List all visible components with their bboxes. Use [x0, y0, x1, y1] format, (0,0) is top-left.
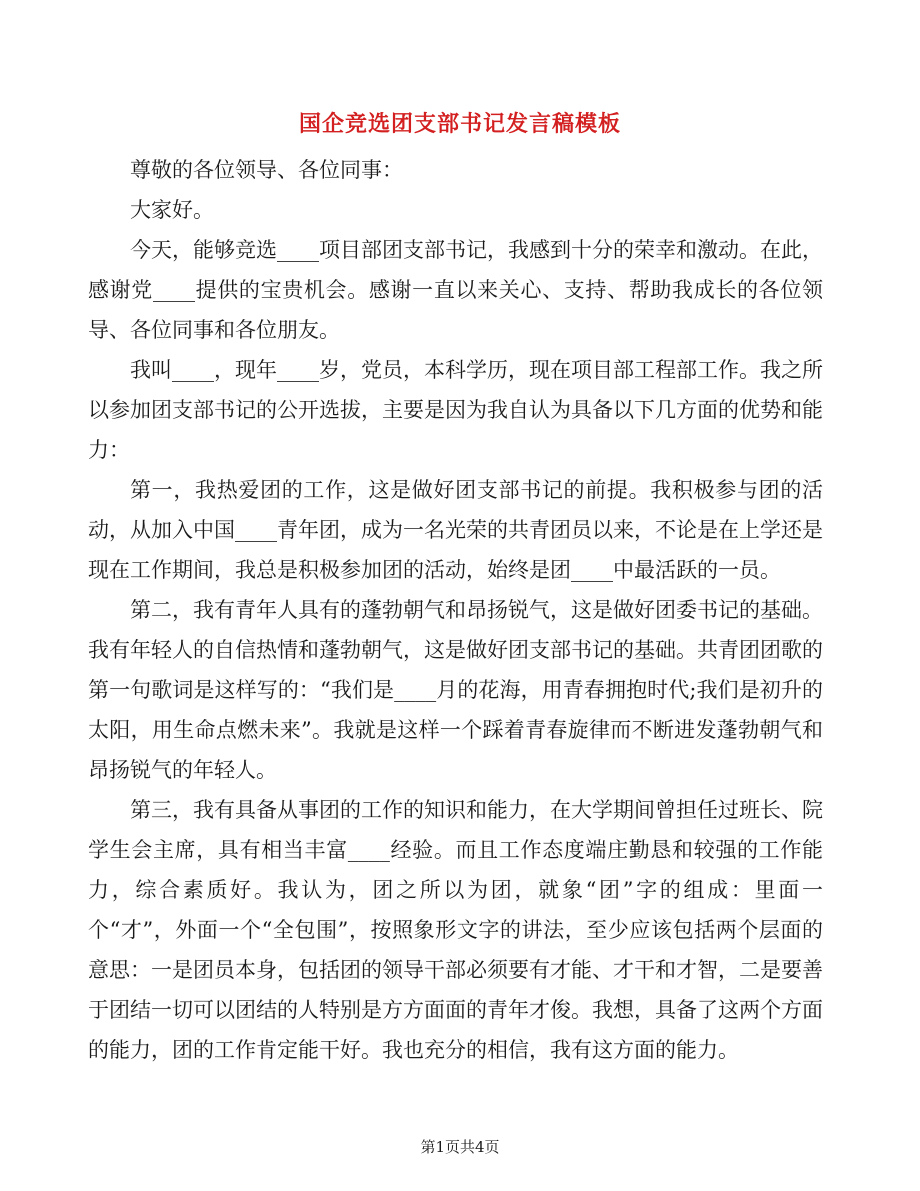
document-body	[88, 150, 823, 1070]
salutation-paragraph: 尊敬的各位领导、各位同事：	[130, 158, 403, 182]
document-title: 国企竞选团支部书记发言稿模板	[298, 111, 621, 137]
intro-paragraph: 今天，能够竞选____项目部团支部书记，我感到十分的荣幸和激动。在此，感谢党____提供的宝贵机会。感谢一直以来关心、支持、帮助我成长的各位领导、各位同事和各位朋友。	[88, 238, 823, 342]
first-point-paragraph: 第一，我热爱团的工作，这是做好团支部书记的前提。我积极参与团的活动，从加入中国____青年团，成为一名光荣的共青团员以来，不论是在上学还是现在工作期间，我总是积极参加团的活动，始终是团____中最活跃的一员。	[88, 478, 823, 582]
third-point-paragraph: 第三，我有具备从事团的工作的知识和能力，在大学期间曾担任过班长、院学生会主席，具有相当丰富____经验。而且工作态度端庄勤恳和较强的工作能力，综合素质好。我认为，团之所以为团，就象“团”字的组成：里面一个“才”，外面一个“全包围”，按照象形文字的讲法，至少应该包括两个层面的意思：一是团员本身，包括团的领导干部必须要有才能、才干和才智，二是要善于团结一切可以团结的人特别是方方面面的青年才俊。我想，具备了这两个方面的能力，团的工作肯定能干好。我也充分的相信，我有这方面的能力。	[88, 798, 823, 1062]
greeting-paragraph: 大家好。	[130, 198, 214, 222]
second-point-paragraph: 第二，我有青年人具有的蓬勃朝气和昂扬锐气，这是做好团委书记的基础。我有年轻人的自信热情和蓬勃朝气，这是做好团支部书记的基础。共青团团歌的第一句歌词是这样写的：“我们是____月的花海，用青春拥抱时代;我们是初升的太阳，用生命点燃未来”。我就是这样一个踩着青春旋律而不断进发蓬勃朝气和昂扬锐气的年轻人。	[88, 598, 823, 782]
self-introduction-paragraph: 我叫____，现年____岁，党员，本科学历，现在项目部工程部工作。我之所以参加团支部书记的公开选拔，主要是因为我自认为具备以下几方面的优势和能力：	[88, 358, 823, 462]
page-number-footer: 第1页共4页	[420, 1138, 500, 1156]
